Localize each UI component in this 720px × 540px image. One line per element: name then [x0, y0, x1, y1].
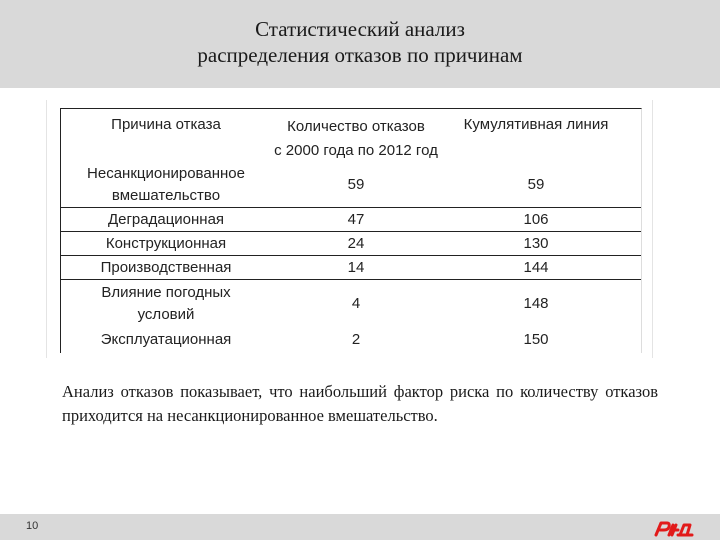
table-row: [61, 281, 641, 327]
page-number: 10: [26, 520, 39, 532]
slide-title-line-2: распределения отказов по причинам: [197, 43, 523, 67]
table-row: [61, 208, 641, 232]
row-cumulative: 106: [523, 210, 549, 228]
header-count-line-1: Количество отказов: [287, 118, 425, 135]
table-row: [61, 327, 641, 353]
header-cause: Причина отказа: [111, 116, 221, 133]
row-count: 4: [351, 295, 361, 312]
slide-title: [0, 16, 720, 68]
table-header-row: [61, 113, 641, 165]
row-cause: Конструкционная: [105, 234, 227, 252]
row-cumulative: 59: [527, 176, 545, 193]
table-row: [61, 163, 641, 208]
header-count: [271, 113, 441, 165]
row-cause: Деградационная: [107, 210, 225, 228]
row-count: 2: [351, 331, 361, 348]
header-count-line-2: с 2000 года по 2012 год: [274, 142, 438, 159]
row-cause: Эксплуатационная: [100, 331, 232, 348]
table-image-edge-left: [46, 100, 47, 358]
row-cause-line-1: Несанкционированное: [87, 165, 245, 182]
row-cause: [61, 281, 271, 327]
row-count: 59: [347, 176, 365, 193]
row-cumulative: 144: [523, 258, 549, 276]
row-cause-line-2: вмешательство: [111, 187, 221, 204]
title-bar: [0, 0, 720, 88]
row-cause: Производственная: [100, 258, 232, 276]
row-cause-line-1: Влияние погодных: [101, 284, 231, 301]
row-cause: [61, 163, 271, 207]
row-count: 47: [347, 210, 365, 228]
row-cumulative: 148: [523, 295, 549, 312]
row-count: 24: [347, 234, 365, 252]
failure-causes-table: [60, 108, 642, 353]
table-row: [61, 256, 641, 280]
table-image-edge-right: [652, 100, 653, 358]
row-cumulative: 130: [523, 234, 549, 252]
row-count: 14: [347, 258, 365, 276]
row-cumulative: 150: [523, 331, 549, 348]
header-cumulative: Кумулятивная линия: [463, 116, 609, 133]
row-cause-line-2: условий: [137, 306, 195, 323]
slide-title-line-1: Статистический анализ: [255, 17, 465, 41]
rzd-logo-icon: [652, 518, 696, 538]
footer-bar: [0, 514, 720, 540]
analysis-paragraph: Анализ отказов показывает, что наибольший фактор риска по количеству отказов приходится на несанкционированное вмешательство.: [62, 382, 658, 425]
table-row: [61, 232, 641, 256]
